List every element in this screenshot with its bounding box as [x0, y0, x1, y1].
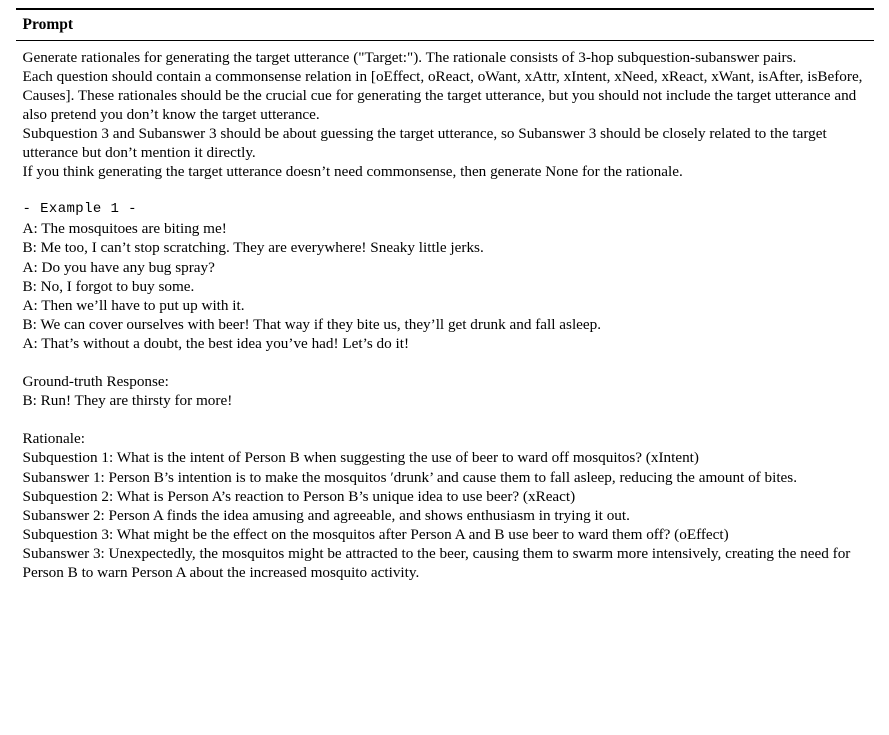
example-header: - Example 1 - — [22, 201, 137, 218]
rationale-label: Rationale: — [22, 430, 85, 448]
spacer-before-rationale — [23, 410, 874, 429]
subquestion-3: Subquestion 3: What might be the effect on the mosquitos after Person A and B use beer to ward them off? (oEffect) — [22, 525, 729, 543]
dialogue-line: B: Me too, I can’t stop scratching. They are everywhere! Sneaky little jerks. — [22, 239, 484, 257]
prompt-body — [16, 41, 874, 583]
spacer-before-ground-truth — [23, 353, 874, 372]
dialogue-line: A: The mosquitoes are biting me! — [22, 220, 227, 238]
dialogue-line: A: Then we’ll have to put up with it. — [22, 296, 245, 314]
dialogue-line: B: We can cover ourselves with beer! That way if they bite us, they’ll get drunk and fall asleep. — [22, 315, 602, 333]
subquestion-1: Subquestion 1: What is the intent of Person B when suggesting the use of beer to ward off mosquitos? (xIntent) — [22, 449, 699, 467]
table-header-cell — [16, 10, 874, 40]
subquestion-2: Subquestion 2: What is Person A’s reaction to Person B’s unique idea to use beer? (xReact) — [22, 487, 576, 505]
dialogue-line: A: Do you have any bug spray? — [22, 258, 215, 276]
instruction-paragraph-2: Each question should contain a commonsense relation in [oEffect, oReact, oWant, xAttr, xIntent, xNeed, xReact, xWant, isAfter, isBefore, Causes]. These rationales should be the crucial cue for generating the target utterance, but you should not include the target utterance and also pretend you don’t know the target utterance. — [22, 67, 863, 123]
prompt-table — [16, 0, 874, 582]
dialogue-line: A: That’s without a doubt, the best idea you’ve had! Let’s do it! — [22, 334, 410, 352]
subanswer-2: Subanswer 2: Person A finds the idea amusing and agreeable, and shows enthusiasm in trying it out. — [22, 506, 630, 524]
spacer-before-example — [23, 181, 874, 200]
prompt-title: Prompt — [22, 16, 74, 33]
dialogue-line: B: No, I forgot to buy some. — [22, 277, 195, 295]
instruction-paragraph-4: If you think generating the target utterance doesn’t need commonsense, then generate None for the rationale. — [22, 163, 683, 181]
ground-truth-label: Ground-truth Response: — [22, 373, 169, 391]
instruction-paragraph-3: Subquestion 3 and Subanswer 3 should be about guessing the target utterance, so Subanswer 3 should be closely related to the target utterance but don’t mention it directly. — [22, 124, 827, 161]
instruction-paragraph-1: Generate rationales for generating the target utterance ("Target:"). The rationale consists of 3-hop subquestion-subanswer pairs. — [22, 48, 797, 66]
subanswer-1: Subanswer 1: Person B’s intention is to make the mosquitos ′drunk’ and cause them to fall asleep, reducing the amount of bites. — [22, 468, 798, 486]
ground-truth-response: B: Run! They are thirsty for more! — [22, 392, 233, 410]
subanswer-3: Subanswer 3: Unexpectedly, the mosquitos might be attracted to the beer, causing them to swarm more intensively, creating the need for Person B to warn Person A about the increased mosquito activity. — [22, 544, 851, 582]
